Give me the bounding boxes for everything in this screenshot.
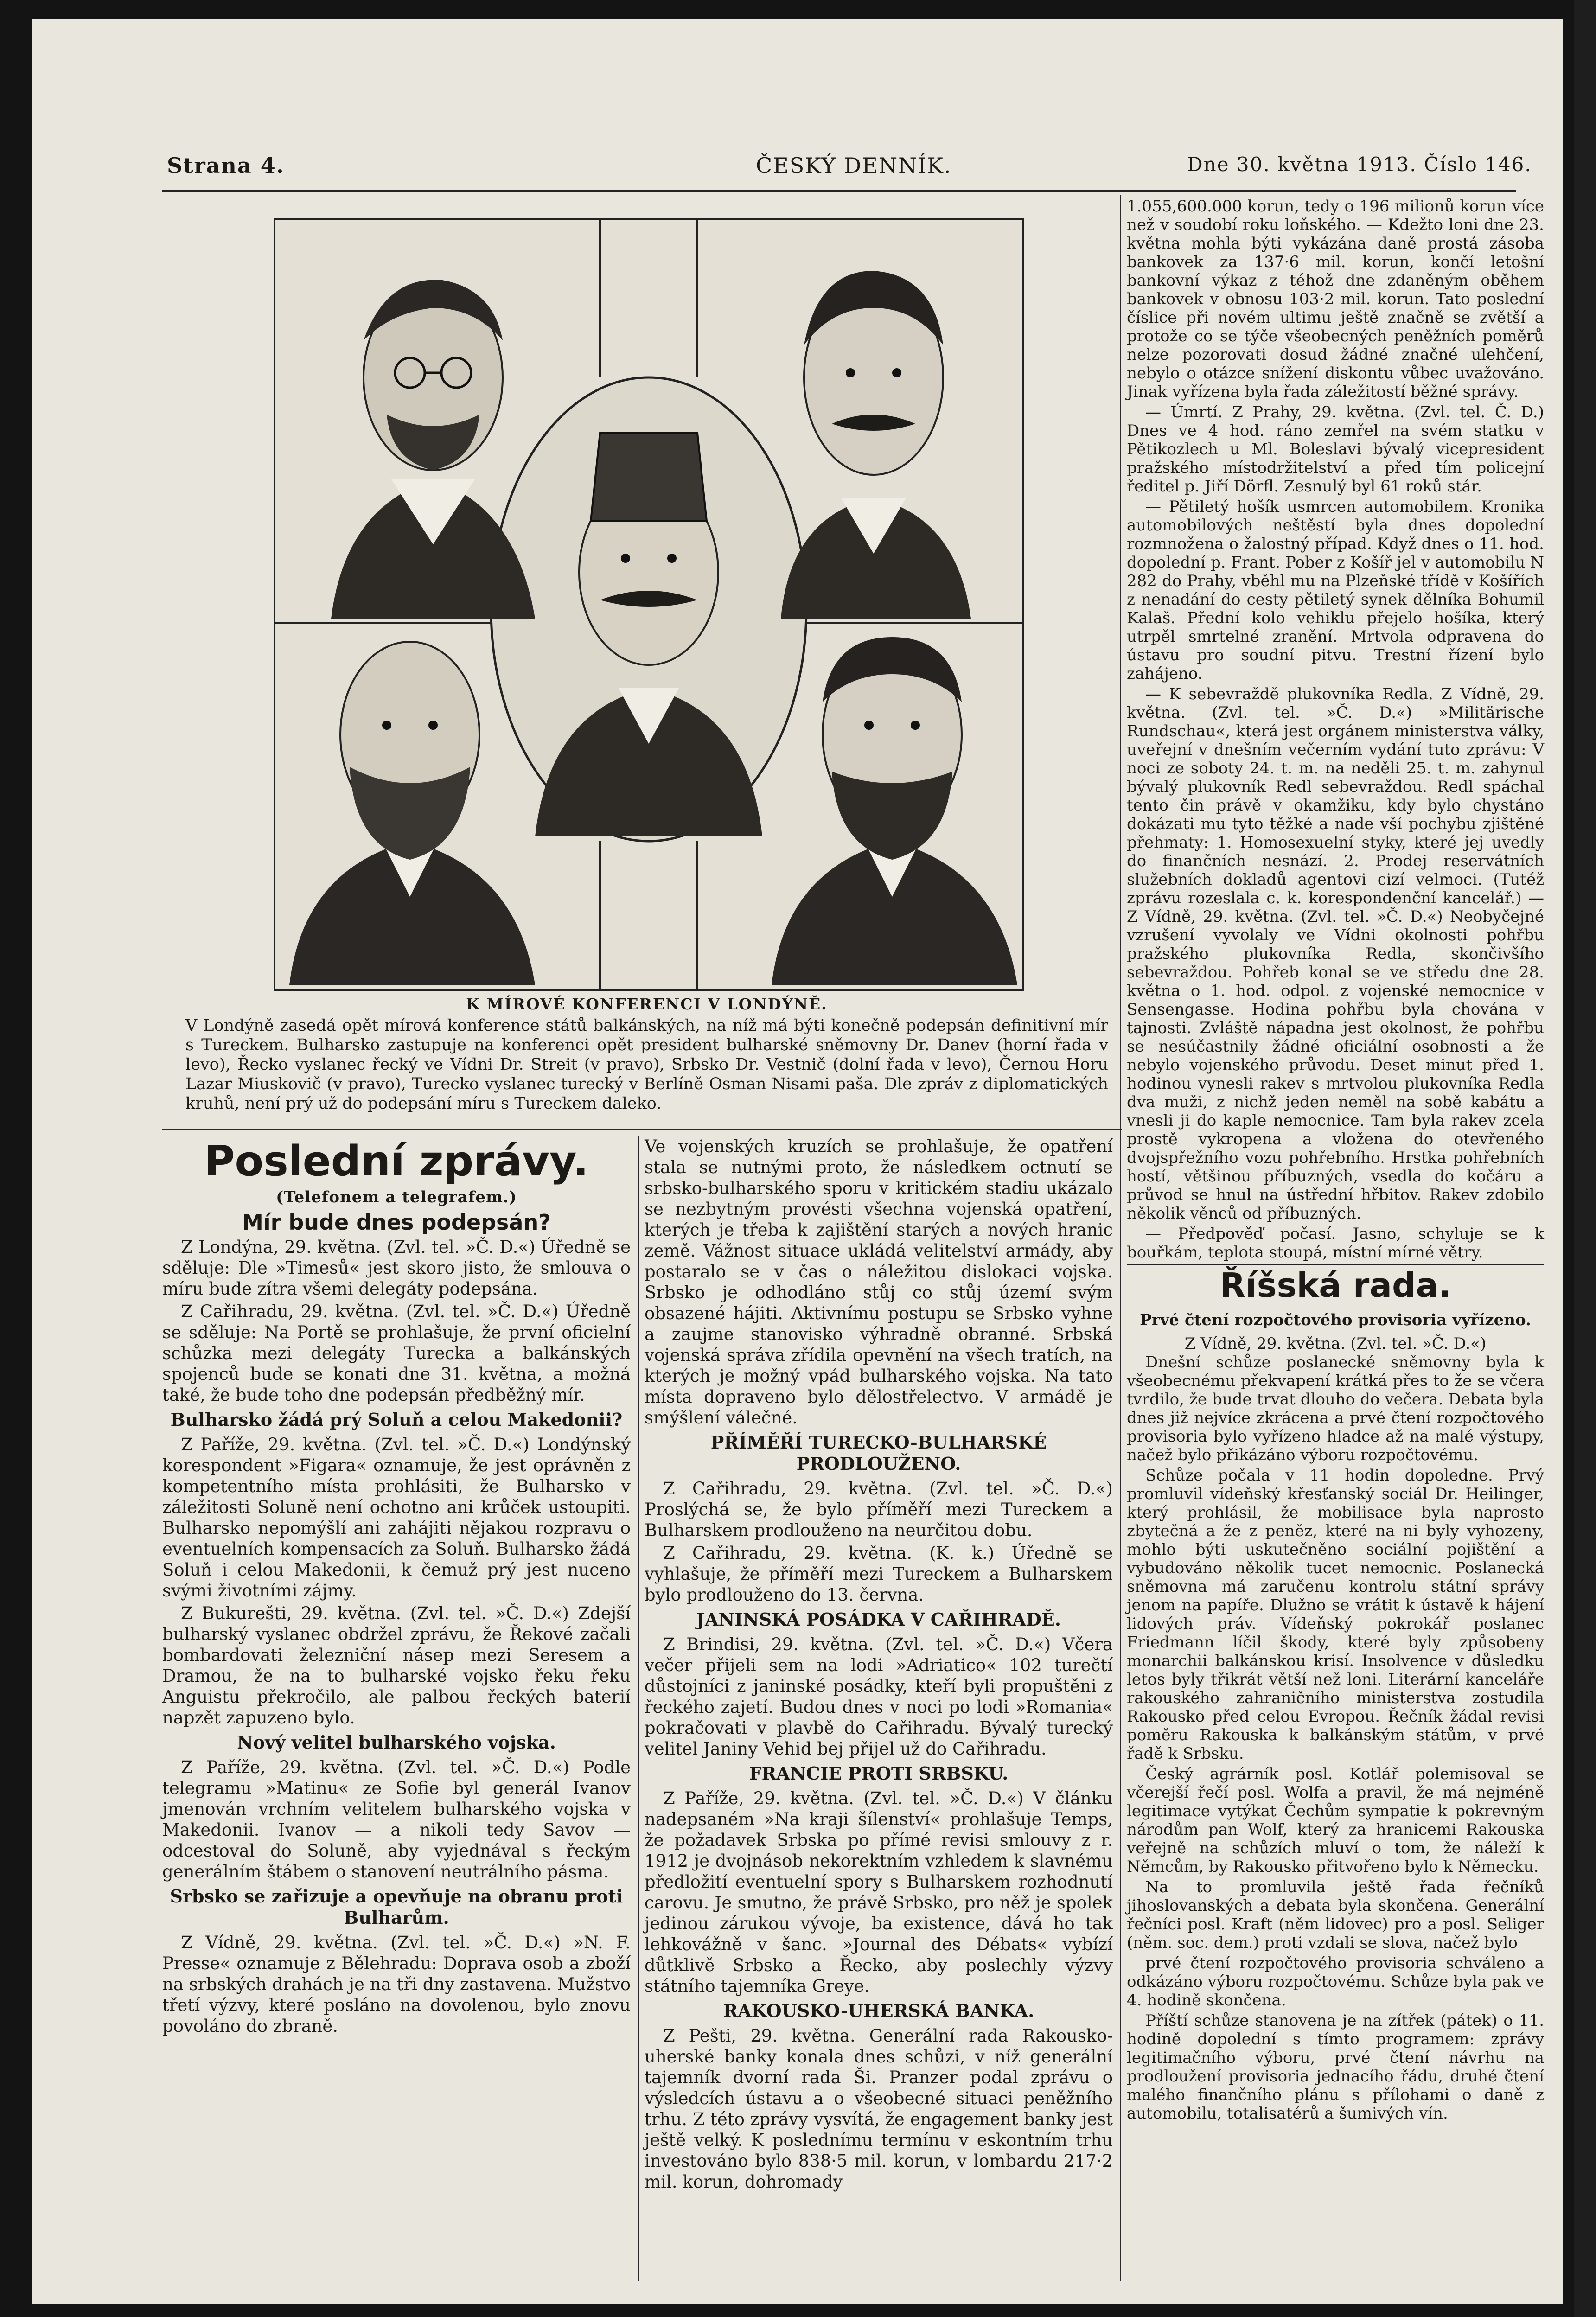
article-paragraph: 1.055,600.000 korun, tedy o 196 milionů korun více než v soudobí roku loňského. — Kdežto loni dne 23. května mohla býti vykázána daně prostá zásoba bankovek za 137·6 mil. korun, končí letošní bankovní výkaz z téhož dne zdaněným oběhem bankovek v obnosu 103·2 mil. korun. Tato poslední číslice při novém ultimu ještě značně se zvětší a protože co se týče všeobecných peněžních poměrů nelze pozorovati dosud žádné značné ulehčení, nebylo o otázce snížení diskontu vůbec uvažováno. Jinak vyřízena byla řada záležitostí běžné správy.	[1127, 197, 1544, 401]
article-paragraph: Z Brindisi, 29. května. (Zvl. tel. »Č. D.«) Včera večer přijeli sem na lodi »Adriatico« 102 turečtí důstojníci z janinské posádky, kteří byli propuštěni z řeckého zajetí. Budou dnes v noci po lodi »Romania« pokračovati v plavbě do Cařihradu. Bývalý turecký velitel Janiny Vehid bej přijel už do Cařihradu.	[645, 1634, 1113, 1759]
article-paragraph: prvé čtení rozpočtového provisoria schváleno a odkázáno výboru rozpočtovému. Schůze byla pak ve 4. hodině skončena.	[1127, 1954, 1544, 2010]
header-rule	[162, 190, 1516, 192]
headline-janinska: JANINSKÁ POSÁDKA V CAŘIHRADĚ.	[696, 1609, 1061, 1630]
column-1	[162, 1136, 631, 2038]
illustration-caption	[185, 995, 1108, 1113]
news-item-automobil: — Pětiletý hošík usmrcen automobilem. Kronika automobilových neštěstí byla dnes dopolední rozmnožena o žalostný případ. Když dnes o 11. hod. dopolední p. Frant. Pober z Košíř jel v automobilu N 282 do Prahy, vběhl mu na Plzeňské třídě v Košířích z nenadání do cesty pětiletý synek dělníka Bohumil Kalaš. Přední kolo vehiklu přejelo hošíka, který utrpěl smrtelné zranění. Mrtvola odpravena do ústavu pro soudní pitvu. Trestní řízení bylo zahájeno.	[1127, 498, 1544, 683]
article-paragraph: Z Paříže, 29. května. (Zvl. tel. »Č. D.«) Podle telegramu »Matinu« ze Sofie byl generál Ivanov jmenován vrchním velitelem bulharského vojska v Makedonii. Ivanov — a nikoli tedy Savov — odcestoval do Soluně, aby vyjednával s řeckým generálním štábem o stanovení neutrálního pásma.	[162, 1757, 631, 1882]
column-3	[1127, 197, 1544, 2125]
newspaper-page	[32, 19, 1563, 2304]
article-paragraph: Z Cařihradu, 29. května. (K. k.) Úředně se vyhlašuje, že příměří mezi Tureckem a Bulharskem bylo prodlouženo do 13. června.	[645, 1543, 1113, 1605]
article-paragraph: Z Londýna, 29. května. (Zvl. tel. »Č. D.«) Úředně se sděluje: Dle »Timesů« jest skoro jisto, že smlouva o míru bude zítra všemi delegáty podepsána.	[162, 1237, 631, 1299]
page-label: Strana 4.	[167, 153, 285, 178]
portraits-svg	[275, 220, 1022, 989]
article-paragraph: Schůze počala v 11 hodin dopoledne. Prvý promluvil vídeňský křesťanský sociál Dr. Heilinger, který prohlásil, že mobilisace byla naprosto zbytečná a že z peněz, které na ni byly vyhozeny, mohlo býti uskutečněno sociální pojištění a vybudováno několik tucet nemocnic. Poslanecká sněmovna má zaručenu kontrolu státní správy jenom na papíře. Dlužno se vrátit k ústavě k hájení lidových práv. Vídeňský pokrokář poslanec Friedmann líčil škody, které byly způsobeny monarchii balkánskou krisí. Insolvence v důsledku letos byly třikrát větší než loni. Literární kanceláře rakouského zahraničního ministerstva zostudila Rakousko před celou Evropou. Řečník žádal revisi poměru Rakouska k balkánským státům, v prvé řadě k Srbsku.	[1127, 1466, 1544, 1763]
article-paragraph: Ve vojenských kruzích se prohlašuje, že opatření stala se nutnými proto, že následkem octnutí se srbsko-bulharského sporu v kritickém stadiu ukázalo se nezbytným provésti všechna vojenská opatření, kterých je třeba k zajištění starých a nových hranic země. Vážnost situace ukládá velitelství armády, aby postaralo se v čas o náležitou dislokaci vojska. Srbsko je odhodláno stůj co stůj území svým obsazené hájiti. Aktivnímu postupu se Srbsko vyhne a zaujme stanovisko výhradně obranné. Srbská vojenská správa zřídila opevnění na všech tratích, na kterých je možný vpád bulharského vojska. Na tato místa dopraveno bylo dělostřelectvo. V armádě je smýšlení válečné.	[645, 1136, 1113, 1428]
headline-mir: Mír bude dnes podepsán?	[242, 1210, 551, 1235]
article-paragraph: Český agrárník posl. Kotlář polemisoval se včerejší řečí posl. Wolfa a pravil, že má nejméně legitimace vytýkat Čechům sympatie k pokrevným národům pan Wolf, který za hranicemi Rakouska veřejně na schůzích mluví o tom, že náleží k Němcům, by Rakousko přitvořeno bylo k Německu.	[1127, 1765, 1544, 1876]
news-item-redl: — K sebevraždě plukovníka Redla. Z Vídně, 29. května. (Zvl. tel. »Č. D.«) »Militärische Rundschau«, která jest orgánem ministerstva války, uveřejní v dnešním večerním vydání tuto zprávu: V noci ze soboty 24. t. m. na neděli 25. t. m. zahynul bývalý plukovník Redl sebevraždou. Redl spáchal tento čin právě v okamžiku, kdy bylo chystáno dokázati mu tyto těžké a nade vší pochybu zjištěné přehmaty: 1. Homosexuelní styky, které jej uvedly do finančních nesnází. 2. Prodej reservátních služebních dokladů agentovi cizí velmoci. (Tutéž zprávu rozeslala c. k. korespondenční kancelář.) — Z Vídně, 29. května. (Zvl. tel. »Č. D.«) Neobyčejné vzrušení vyvolaly ve Vídni okolnosti pohřbu pražského plukovníka Redla, skončivšího sebevraždou. Pohřeb konal se ve středu dne 28. května o 1. hod. odpol. z vojenské nemocnice v Sensengasse. Hodina pohřbu byla chována v tajnosti. Zvláště nápadna jest okolnost, že pohřbu se nesúčastnily žádné oficiální osobnosti a že nebylo vojenského průvodu. Deset minut před 1. hodinou vynesli rakev s mrtvolou plukovníka Redla dva muži, z nichž jeden neměl na sobě kabátu a vnesli ji do kaple nemocnice. Tam byla rakev zcela prostě vykropena a vložena do otevřeného dvojspřežního vozu pohřebního. Hrstka pohřebních hostí, většinou příbuzných, vsedla do kočáru a průvod se hnul na ústřední hřbitov. Rakev zdobilo několik věnců od příbuzných.	[1127, 685, 1544, 1223]
date-issue: Dne 30. května 1913. Číslo 146.	[1187, 153, 1532, 176]
article-paragraph: Z Cařihradu, 29. května. (Zvl. tel. »Č. D.«) Úředně se sděluje: Na Portě se prohlašuje, že první oficielní schůzka mezi delegáty Turecka a balkánských spojenců bude se konati dne 31. května, a možná také, že bude toho dne podepsán předběžný mír.	[162, 1302, 631, 1405]
article-paragraph: Z Pešti, 29. května. Generální rada Rakousko-uherské banky konala dnes schůzi, v níž generální tajemník dvorní rada Ši. Pranzer podal zprávu o výsledcích ústavu a o všeobecné situaci peněžního trhu. Z této zprávy vysvítá, že engagement banky jest ještě velký. K poslednímu termínu v eskontním trhu investováno bylo 838·5 mil. korun, v lombardu 217·2 mil. korun, dohromady	[645, 2026, 1113, 2192]
section-subheading: (Telefonem a telegrafem.)	[276, 1188, 517, 1206]
article-paragraph: Dnešní schůze poslanecké sněmovny byla k všeobecnému překvapení krátká přes to že se včera tvrdilo, že bude trvat dlouho do večera. Debata byla dnes již nejvíce zkrácena a prvé čtení rozpočtového provisoria bylo vyřízeno hladce až na malé výstupy, načež bylo přikázáno výboru rozpočtovému.	[1127, 1353, 1544, 1464]
headline-novy-velitel: Nový velitel bulharského vojska.	[237, 1732, 556, 1753]
binding-edge	[1574, 0, 1596, 2317]
news-item-umrti: — Úmrtí. Z Prahy, 29. května. (Zvl. tel. Č. D.) Dnes ve 4 hod. ráno zemřel na svém statku v Pětikozlech u Ml. Boleslavi bývalý vicepresident pražského místodržitelství a před tím policejní ředitel p. Jiří Dörfl. Zesnulý byl 61 roků stár.	[1127, 403, 1544, 496]
article-paragraph: Z Paříže, 29. května. (Zvl. tel. »Č. D.«) Londýnský korespondent »Figara« oznamuje, že jest oprávněn z kompetentního místa prohlásiti, že Bulharsko v záležitosti Soluně není ochotno ani krůček ustoupiti. Bulharsko nepomýšlí ani zahájiti nějakou rozpravu o eventuelních kompensacích za Soluň. Bulharsko žádá Soluň i celou Makedonii, k čemuž prý jest nuceno svými životními zájmy.	[162, 1435, 631, 1601]
caption-title: K MÍROVÉ KONFERENCI V LONDÝNĚ.	[466, 995, 828, 1013]
caption-rule	[162, 1129, 1122, 1130]
headline-primeri: PŘÍMĚŘÍ TURECKO-BULHARSKÉ PRODLOUŽENO.	[710, 1432, 1047, 1474]
article-paragraph: Příští schůze stanovena je na zítřek (pátek) o 11. hodině dopolední s tímto programem: zprávy legitimačního výboru, prvé čtení návrhu na prodloužení provisoria jednacího řádu, druhé čtení malého finančního plánu s přílohami o daně z automobilu, totalisatérů a šumivých vín.	[1127, 2011, 1544, 2123]
headline-banka: RAKOUSKO-UHERSKÁ BANKA.	[723, 2000, 1034, 2021]
article-paragraph: Z Paříže, 29. května. (Zvl. tel. »Č. D.«) V článku nadepsaném »Na kraji šílenství« prohlašuje Temps, že požadavek Srbska po přímé revisi smlouvy z r. 1912 je dvojnásob nekorektním vzhledem k slavnému předložití eventuelní spory s Bulharskem rozhodnutí carovu. Je smutno, že právě Srbsko, pro něž je spolek jedinou zárukou vývoje, ba existence, dává ho tak lehkovážně v šanc. »Journal des Débats« vybízí důtklivě Srbsko a Řecko, aby poslechly výzvy státního tajemníka Greye.	[645, 1788, 1113, 1996]
column-divider	[1120, 195, 1121, 2281]
article-paragraph: Z Bukurešti, 29. května. (Zvl. tel. »Č. D.«) Zdejší bulharský vyslanec obdržel zprávu, že Řekové začali bombardovati železniční násep mezi Seresem a Dramou, že na to bulharské vojsko řeku řeku Anguistu překročilo, ale palbou řeckých baterií napzět zapuzeno bylo.	[162, 1603, 631, 1728]
portrait-illustration	[274, 218, 1024, 991]
section-heading-risska-rada: Říšská rada.	[1127, 1264, 1544, 1306]
headline-bulharsko: Bulharsko žádá prý Soluň a celou Makedonii?	[170, 1409, 623, 1430]
article-paragraph: Na to promluvila ještě řada řečníků jihoslovanských a debata byla skončena. Generální řečníci posl. Kraft (něm lidovec) pro a posl. Seliger (něm. soc. dem.) proti vzdali se slova, načež bylo	[1127, 1878, 1544, 1952]
article-paragraph: Z Cařihradu, 29. května. (Zvl. tel. »Č. D.«) Proslýchá se, že bylo příměří mezi Tureckem a Bulharskem prodlouženo na neurčitou dobu.	[645, 1479, 1113, 1540]
column-2	[645, 1136, 1113, 2194]
article-paragraph: Z Vídně, 29. května. (Zvl. tel. »Č. D.«) »N. F. Presse« oznamuje z Bělehradu: Doprava osob a zboží na srbských drahách je na tři dny zastavena. Mužstvo třetí výzvy, které posláno na dovolenou, bylo znovu povoláno do zbraně.	[162, 1933, 631, 2036]
column-divider	[638, 1136, 639, 2281]
section-heading-posledni-zpravy: Poslední zprávy.	[204, 1137, 589, 1186]
headline-srbsko: Srbsko se zařizuje a opevňuje na obranu proti Bulharům.	[170, 1886, 623, 1928]
news-item-pocasi: — Předpověď počasí. Jasno, schyluje se k bouřkám, teplota stoupá, místní mírné větry.	[1127, 1225, 1544, 1262]
section-subheading-provisorium: Prvé čtení rozpočtového provisoria vyřízeno.	[1140, 1311, 1531, 1329]
newspaper-title: ČESKÝ DENNÍK.	[756, 153, 952, 178]
headline-francie: FRANCIE PROTI SRBSKU.	[749, 1763, 1009, 1784]
caption-text: V Londýně zasedá opět mírová konference států balkánských, na níž má býti konečně podepsán definitivní mír s Tureckem. Bulharsko zastupuje na konferenci opět president bulharské sněmovny Dr. Danev (horní řada v levo), Řecko vyslanec řecký ve Vídni Dr. Streit (v pravo), Srbsko Dr. Vestnič (dolní řada v levo), Černou Horu Lazar Miuskovič (v pravo), Turecko vyslanec turecký v Berlíně Osman Nisami paša. Dle zpráv z diplomatických kruhů, není prý už do podepsání míru s Tureckem daleko.	[185, 1016, 1108, 1113]
dateline: Z Vídně, 29. května. (Zvl. tel. »Č. D.«)	[1184, 1334, 1487, 1353]
